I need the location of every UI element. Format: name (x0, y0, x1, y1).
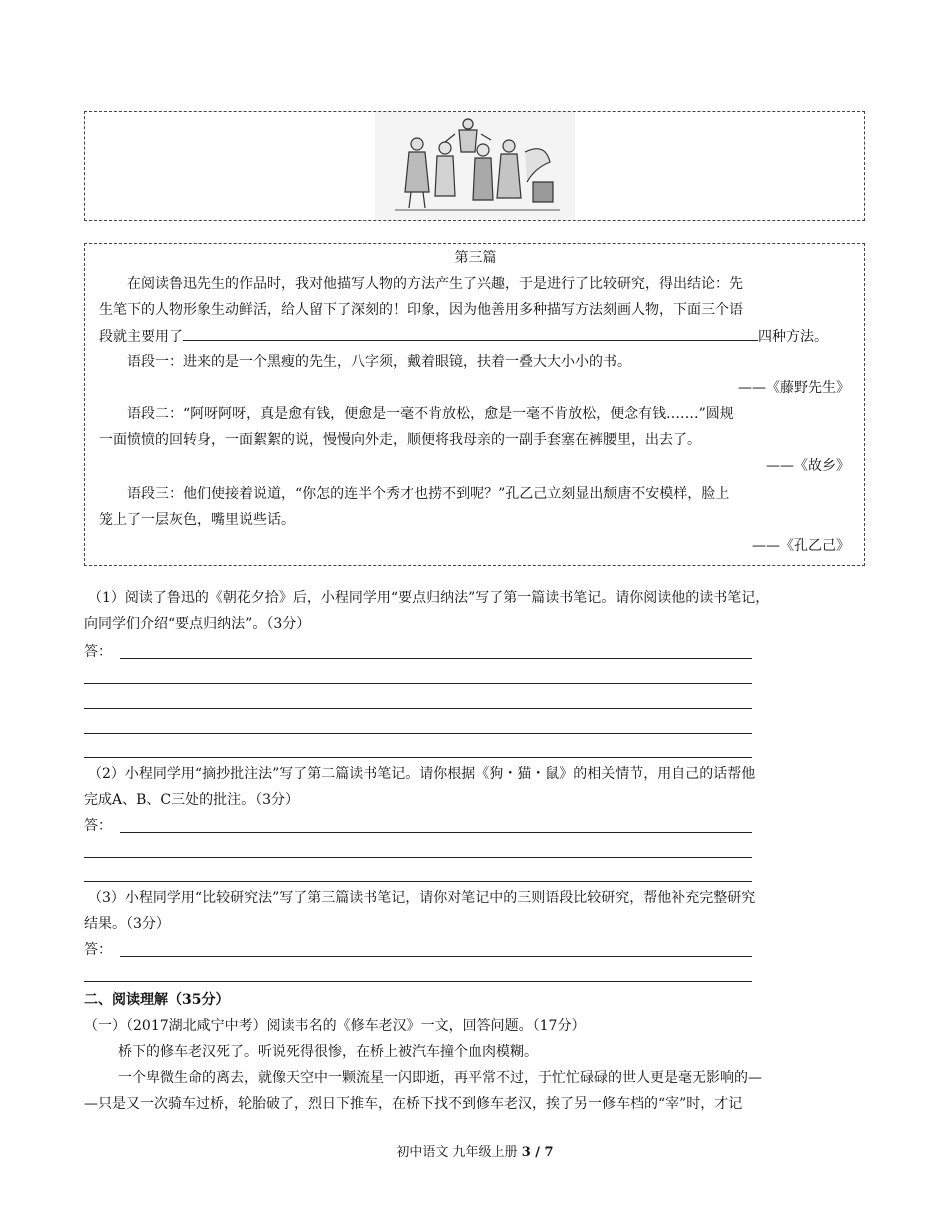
third-note-paragraph-line: 生笔下的人物形象生动鲜活，给人留下了深刻的！印象，因为他善用多种描写方法刻画人物，下面三个语 (99, 302, 743, 318)
third-note-paragraph-line (99, 326, 828, 347)
question-3-text: （3）小程同学用“比较研究法”写了第三篇读书笔记，请你对笔记中的三则语段比较研究，帮他补充完整研究 (88, 890, 756, 906)
fill-in-prefix: 段就主要用了 (99, 329, 183, 345)
page-number: 3 / 7 (521, 1145, 554, 1160)
answer-line[interactable] (120, 832, 752, 833)
footer-text: 初中语文 九年级上册 (396, 1145, 522, 1160)
excerpt-three-source: ——《孔乙己》 (752, 538, 850, 554)
section-subheading: （一）（2017湖北咸宁中考）阅读韦名的《修车老汉》一文，回答问题。（17分） (84, 1018, 586, 1034)
third-note-title: 第三篇 (454, 250, 497, 266)
question-3-text-cont: 结果。（3分） (84, 916, 170, 932)
answer-line[interactable] (84, 733, 752, 734)
answer-line[interactable] (120, 658, 752, 659)
question-1-text: （1）阅读了鲁迅的《朝花夕拾》后，小程同学用“要点归纳法”写了第一篇读书笔记。请你阅读他的读书笔记， (88, 590, 770, 606)
third-note-box (84, 243, 865, 566)
passage-paragraph: 桥下的修车老汉死了。听说死得很惨，在桥上被汽车撞个血肉模糊。 (118, 1044, 538, 1060)
answer-line[interactable] (84, 981, 752, 982)
fill-in-blank[interactable] (183, 326, 758, 341)
answer-label: 答： (84, 818, 112, 834)
excerpt-three: 语段三：他们使接着说道，“你怎的连半个秀才也捞不到呢？”孔乙己立刻显出颓唐不安模样，脸上 (127, 486, 730, 502)
answer-line[interactable] (84, 708, 752, 709)
answer-line[interactable] (120, 956, 752, 957)
answer-line[interactable] (84, 683, 752, 684)
question-2-text-cont: 完成A、B、C三处的批注。（3分） (84, 792, 300, 808)
excerpt-three-cont: 笼上了一层灰色，嘴里说些话。 (99, 512, 295, 528)
passage-paragraph-cont: —只是又一次骑车过桥，轮胎破了，烈日下推车，在桥下找不到修车老汉，挨了另一修车档的“宰”时，才记 (84, 1096, 743, 1112)
excerpt-two-source: ——《故乡》 (766, 458, 850, 474)
answer-label: 答： (84, 644, 112, 660)
excerpt-two-cont: 一面愤愤的回转身，一面絮絮的说，慢慢向外走，顺便将我母亲的一副手套塞在裤腰里，出去了。 (99, 432, 701, 448)
excerpt-two: 语段二：“阿呀阿呀，真是愈有钱，便愈是一毫不肯放松，愈是一毫不肯放松，便念有钱.……”圆规 (127, 406, 734, 422)
fill-in-suffix: 四种方法。 (758, 329, 828, 345)
third-note-paragraph-line: 在阅读鲁迅先生的作品时，我对他描写人物的方法产生了兴趣，于是进行了比较研究，得出结论：先 (127, 276, 743, 292)
passage-paragraph: 一个卑微生命的离去，就像天空中一颗流星一闪即逝，再平常不过，于忙忙碌碌的世人更是毫无影响的— (118, 1070, 762, 1086)
question-1-text-cont: 向同学们介绍“要点归纳法”。（3分） (84, 616, 311, 632)
answer-label: 答： (84, 942, 112, 958)
page-footer (0, 1141, 950, 1160)
excerpt-one-source: ——《藤野先生》 (738, 380, 850, 396)
answer-line[interactable] (84, 757, 752, 758)
answer-line[interactable] (84, 881, 752, 882)
illustration-image (375, 112, 575, 220)
excerpt-one: 语段一：进来的是一个黑瘦的先生，八字须，戴着眼镜，扶着一叠大大小小的书。 (127, 354, 631, 370)
question-2-text: （2）小程同学用“摘抄批注法”写了第二篇读书笔记。请你根据《狗・猫・鼠》的相关情节，用自己的话帮他 (88, 766, 756, 782)
answer-line[interactable] (84, 857, 752, 858)
section-heading: 二、阅读理解（35分） (84, 992, 230, 1008)
illustration-box (84, 111, 865, 221)
